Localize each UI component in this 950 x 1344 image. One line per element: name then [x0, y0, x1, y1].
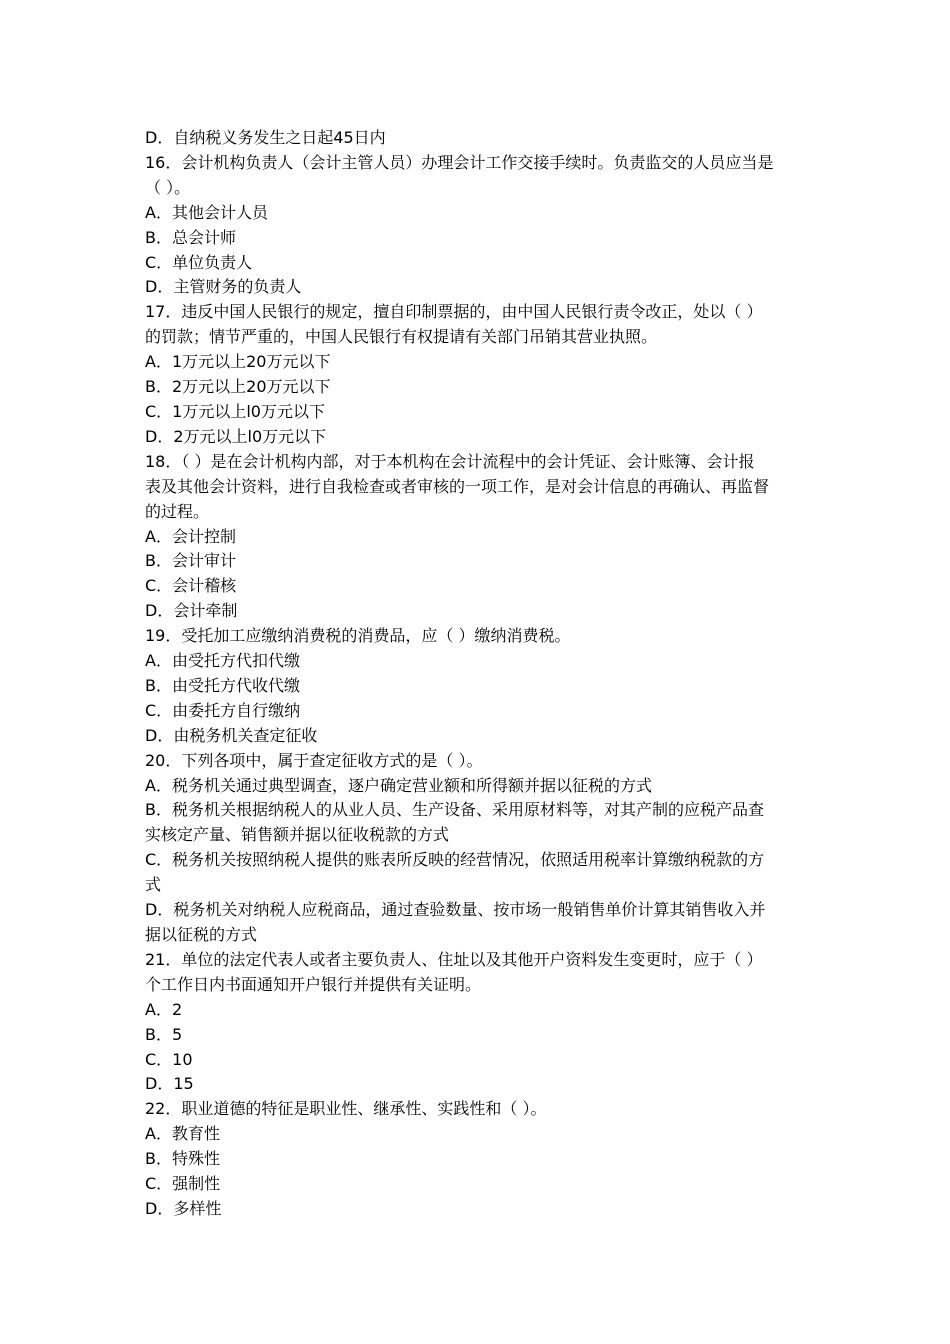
text-line: A．会计控制 [145, 526, 236, 546]
text-line: 21．单位的法定代表人或者主要负责人、住址以及其他开户资料发生变更时，应于（ ） [145, 949, 763, 969]
text-line: 实核定产量、销售额并据以征收税款的方式 [145, 825, 450, 845]
text-line: C．会计稽核 [145, 576, 237, 596]
text-line: 16．会计机构负责人（会计主管人员）办理会计工作交接手续时。负责监交的人员应当是 [145, 152, 774, 172]
text-line: 22．职业道德的特征是职业性、继承性、实践性和（ ）。 [145, 1099, 547, 1119]
text-line: C．1万元以上l0万元以下 [145, 401, 325, 421]
text-line: D．自纳税义务发生之日起45日内 [145, 128, 386, 147]
text-line: D．2万元以上l0万元以下 [145, 426, 327, 446]
text-line: A．税务机关通过典型调查，逐户确定营业额和所得额并据以征税的方式 [145, 775, 652, 795]
text-line: C．由委托方自行缴纳 [145, 700, 301, 720]
text-line: B．5 [145, 1024, 183, 1044]
text-line: A．1万元以上20万元以下 [145, 352, 331, 372]
text-line: C．10 [145, 1049, 193, 1069]
text-line: D．多样性 [145, 1198, 222, 1218]
text-line: B．会计审计 [145, 551, 236, 571]
text-line: C．税务机关按照纳税人提供的账表所反映的经营情况，依照适用税率计算缴纳税款的方 [145, 850, 765, 870]
text-line: 20．下列各项中，属于查定征收方式的是（ ）。 [145, 750, 483, 770]
text-line: A．2 [145, 999, 183, 1019]
text-line: A．其他会计人员 [145, 202, 268, 222]
text-line: B．2万元以上20万元以下 [145, 377, 331, 397]
text-line: D．主管财务的负责人 [145, 277, 302, 297]
text-line: 据以征税的方式 [145, 925, 258, 944]
document-page [145, 126, 807, 1222]
text-line: 18．（ ）是在会计机构内部，对于本机构在会计流程中的会计凭证、会计账簿、会计报 [145, 451, 755, 471]
text-line: C．强制性 [145, 1174, 221, 1194]
text-line: 表及其他会计资料，进行自我检查或者审核的一项工作，是对会计信息的再确认、再监督 [145, 476, 770, 496]
text-line: C．单位负责人 [145, 252, 253, 272]
text-line: A．教育性 [145, 1124, 220, 1144]
text-line: D．会计牵制 [145, 601, 238, 621]
text-line: （ ）。 [145, 177, 191, 197]
text-line: D．由税务机关查定征收 [145, 725, 318, 745]
text-line: B．特殊性 [145, 1149, 220, 1169]
text-line: B．税务机关根据纳税人的从业人员、生产设备、采用原材料等，对其产制的应税产品查 [145, 800, 764, 820]
text-line: 的罚款；情节严重的，中国人民银行有权提请有关部门吊销其营业执照。 [145, 327, 658, 347]
text-line: 式 [145, 875, 162, 895]
text-line: 的过程。 [145, 501, 210, 521]
text-line: 19．受托加工应缴纳消费税的消费品，应（ ）缴纳消费税。 [145, 626, 571, 646]
text-line: 个工作日内书面通知开户银行并提供有关证明。 [145, 974, 482, 994]
text-line: D．税务机关对纳税人应税商品，通过查验数量、按市场一般销售单价计算其销售收入并 [145, 900, 766, 920]
text-line: A．由受托方代扣代缴 [145, 651, 300, 671]
text-line: B．由受托方代收代缴 [145, 675, 300, 695]
text-line: B．总会计师 [145, 227, 236, 247]
text-line: D．15 [145, 1074, 194, 1094]
text-line: 17．违反中国人民银行的规定，擅自印制票据的，由中国人民银行责令改正，处以（ ） [145, 302, 763, 322]
